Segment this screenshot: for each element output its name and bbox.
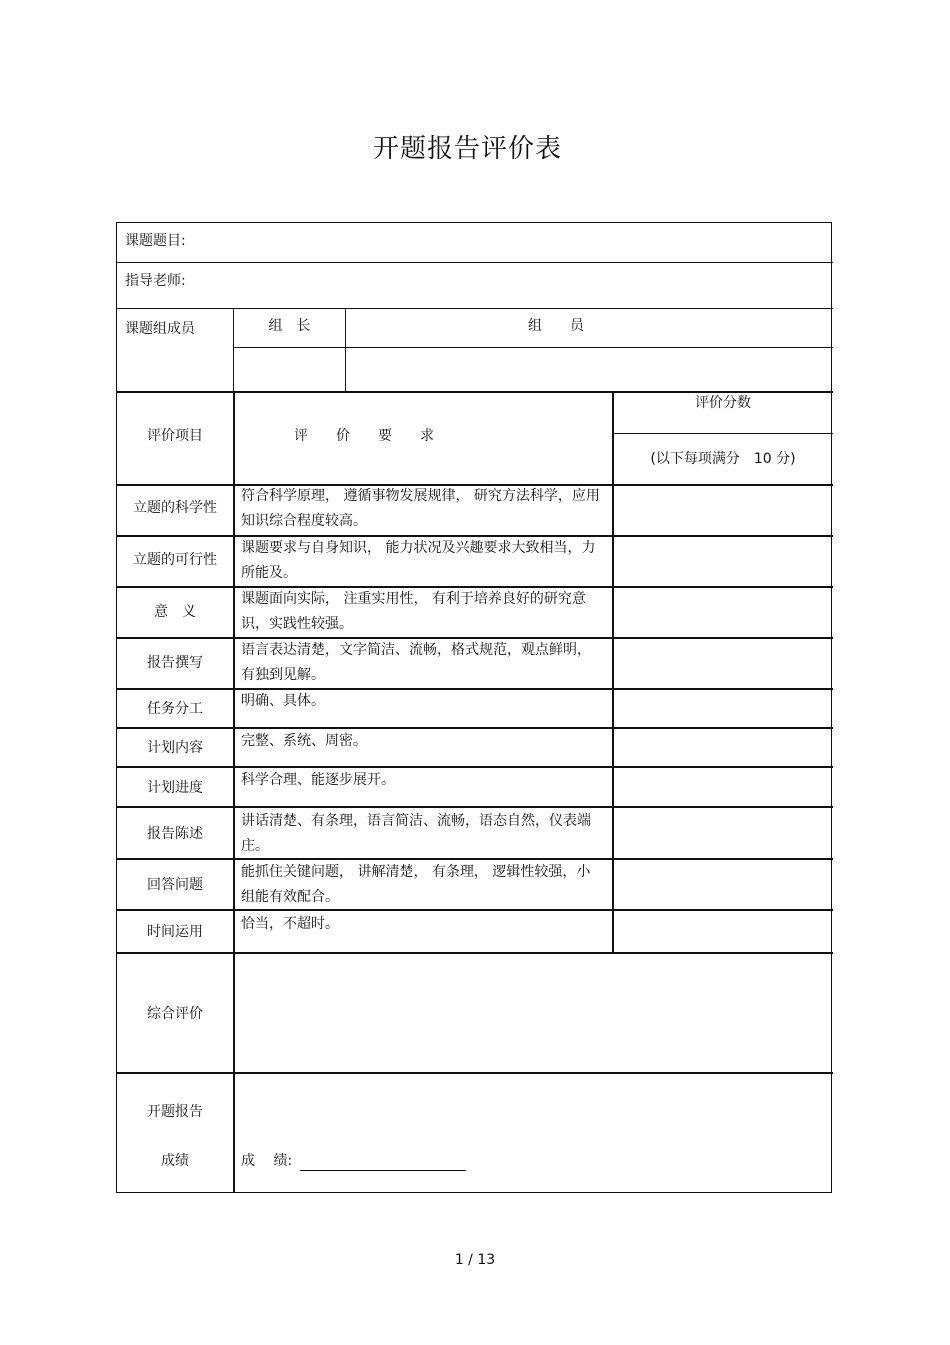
row-item: 计划内容 [147, 740, 203, 756]
divider [117, 727, 833, 729]
row-item: 时间运用 [147, 924, 203, 940]
divider [117, 806, 833, 808]
row-requirement: 明确、具体。 [241, 693, 325, 709]
member-label: 组 员 [528, 318, 584, 334]
row-requirement: 课题面向实际， 注重实用性， 有利于培养良好的研究意识，实践性较强。 [241, 591, 586, 632]
divider [117, 952, 833, 954]
row-item: 回答问题 [147, 877, 203, 893]
divider [613, 433, 833, 434]
row-item: 计划进度 [147, 780, 203, 796]
grade-field [241, 1151, 466, 1171]
divider [117, 688, 833, 690]
grade-score-label: 成 绩: [241, 1153, 293, 1169]
row-requirement: 符合科学原理， 遵循事物发展规律， 研究方法科学，应用知识综合程度较高。 [241, 488, 600, 529]
grade-label: 开题报告 [147, 1104, 203, 1120]
row-requirement: 语言表达清楚，文字简洁、流畅，格式规范，观点鲜明，有独到见解。 [241, 642, 591, 683]
summary-label: 综合评价 [147, 1006, 203, 1022]
divider [117, 308, 833, 309]
row-item: 意 义 [154, 604, 196, 620]
topic-label: 课题题目: [125, 233, 186, 249]
row-requirement: 能抓住关键问题， 讲解清楚， 有条理， 逻辑性较强，小组能有效配合。 [241, 864, 591, 905]
page-number: 1 / 13 [454, 1252, 496, 1268]
row-requirement: 讲话清楚、有条理，语言简洁、流畅，语态自然，仪表端庄。 [241, 813, 591, 854]
divider [234, 347, 833, 348]
row-item: 报告撰写 [147, 655, 203, 671]
row-requirement: 科学合理、能逐步展开。 [241, 772, 395, 788]
evaluation-form [116, 222, 832, 1193]
leader-label: 组 长 [268, 318, 311, 334]
divider [117, 1072, 833, 1074]
members-label: 课题组成员 [125, 321, 195, 337]
row-requirement: 完整、系统、周密。 [241, 733, 367, 749]
row-item: 立题的科学性 [133, 500, 217, 516]
row-item: 报告陈述 [147, 826, 203, 842]
row-requirement: 恰当，不超时。 [241, 916, 339, 932]
score-note: (以下每项满分 10 分) [650, 451, 796, 467]
row-requirement: 课题要求与自身知识， 能力状况及兴趣要求大致相当，力所能及。 [241, 540, 596, 581]
divider [233, 391, 235, 1192]
requirement-header: 评 价 要 求 [294, 428, 434, 444]
score-header: 评价分数 [695, 395, 751, 411]
advisor-label: 指导老师: [125, 273, 186, 289]
row-item: 任务分工 [147, 701, 203, 717]
divider [612, 391, 614, 953]
divider [117, 262, 833, 263]
divider [117, 766, 833, 768]
grade-blank[interactable] [300, 1156, 466, 1171]
item-header: 评价项目 [147, 428, 203, 444]
row-item: 立题的可行性 [133, 552, 217, 568]
page-title: 开题报告评价表 [372, 134, 562, 164]
grade-label: 成绩 [161, 1153, 189, 1169]
